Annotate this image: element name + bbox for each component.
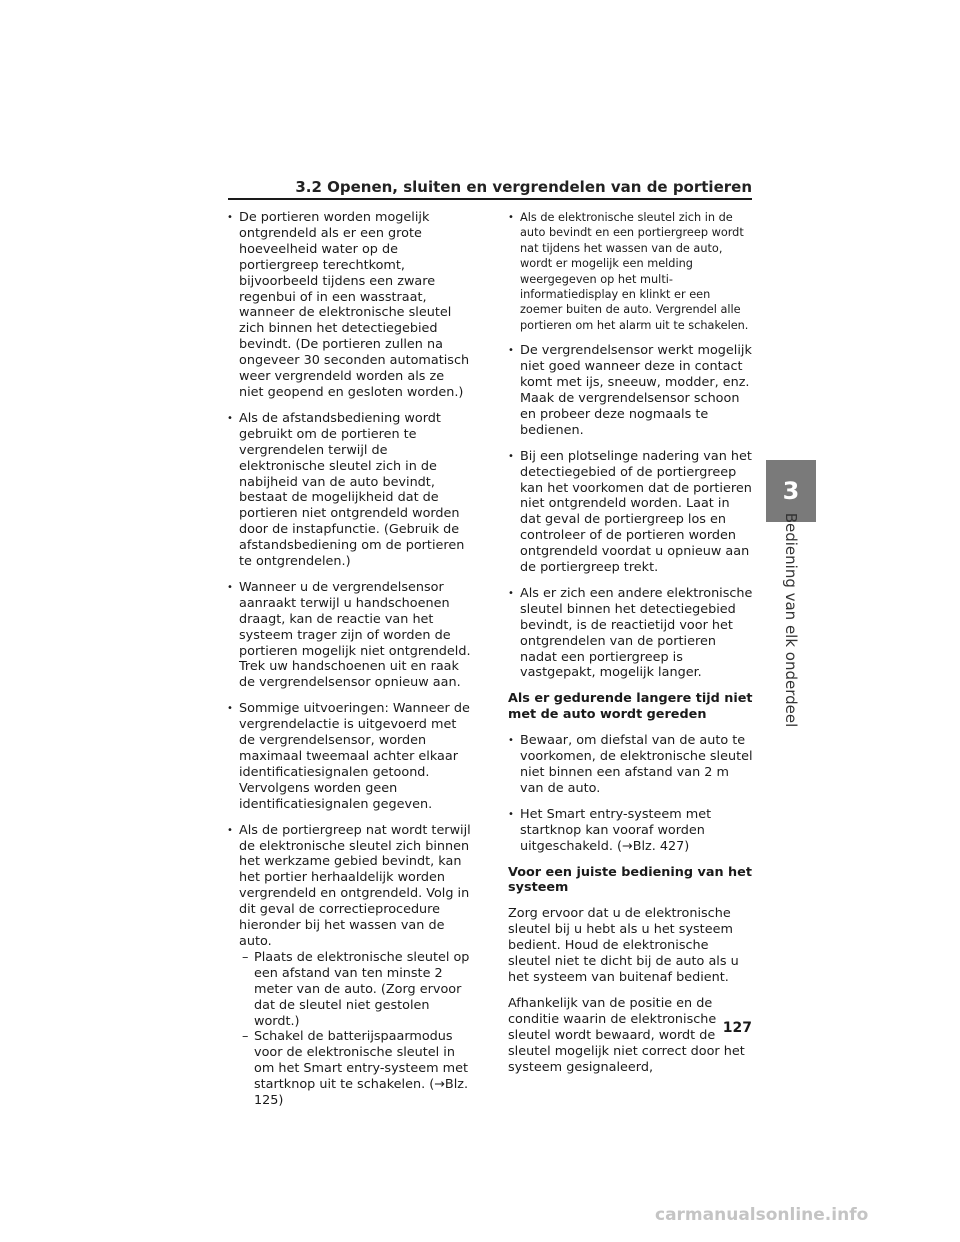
list-item: • Als de elektronische sleutel zich in de auto bevindt en een portiergreep wordt nat tijdens het wassen van de auto, wordt er mogelijk een melding weergegeven op het multi-informatiedisplay en klinkt er een zoemer buiten de auto. Vergrendel alle portieren om het alarm uit te schakelen. (508, 210, 753, 333)
list-item: • Sommige uitvoeringen: Wanneer de vergrendelactie is uitgevoerd met de vergrendelsensor, worden maximaal tweemaal achter elkaar identificatiesignalen getoond. Vervolgens worden geen identificatiesignalen gegeven. (227, 701, 472, 812)
list-item: • De portieren worden mogelijk ontgrendeld als er een grote hoeveelheid water op de portiergreep terechtkomt, bijvoorbeeld tijdens een zware regenbui of in een wasstraat, wanneer de elektronische sleutel zich binnen het detectiegebied bevindt. (De portieren zullen na ongeveer 30 seconden automatisch weer vergrendeld worden als ze niet geopend en gesloten worden.) (227, 210, 472, 401)
list-item: • Als de portiergreep nat wordt terwijl de elektronische sleutel zich binnen het werkzame gebied bevindt, kan het portier herhaaldelijk worden vergrendeld en ontgrendeld. Volg in dit geval de correctieprocedure hieronder bij het wassen van de auto. (227, 823, 472, 950)
list-item: • Als er zich een andere elektronische sleutel binnen het detectiegebied bevindt, is de reactietijd voor het ontgrendelen van de portieren nadat een portiergreep is vastgepakt, mogelijk langer. (508, 586, 753, 681)
list-item: • Bij een plotselinge nadering van het detectiegebied of de portiergreep kan het voorkomen dat de portieren niet ontgrendeld worden. Laat in dat geval de portiergreep los en controleer of de portieren worden ontgrendeld voordat u opnieuw aan de portiergreep trekt. (508, 449, 753, 576)
watermark: carmanualsonline.info (655, 1205, 869, 1225)
paragraph: Afhankelijk van de positie en de conditie waarin de elektronische sleutel wordt bewaard, wordt de sleutel mogelijk niet correct door het systeem gesignaleerd, (508, 995, 745, 1075)
list-item: • Bewaar, om diefstal van de auto te voorkomen, de elektronische sleutel niet binnen een afstand van 2 m van de auto. (508, 733, 753, 797)
subheading: Als er gedurende langere tijd niet met de auto wordt gereden (508, 691, 753, 723)
section-header: 3.2 Openen, sluiten en vergrendelen van de portieren (295, 178, 752, 196)
sub-list-item: – Schakel de batterijspaarmodus voor de elektronische sleutel in om het Smart entry-systeem met startknop uit te schakelen. (→Blz. 125) (227, 1029, 472, 1109)
list-item: • De vergrendelsensor werkt mogelijk niet goed wanneer deze in contact komt met ijs, sneeuw, modder, enz. Maak de vergrendelsensor schoon en probeer deze nogmaals te bedienen. (508, 343, 753, 438)
list-item: • Als de afstandsbediening wordt gebruikt om de portieren te vergrendelen terwijl de elektronische sleutel zich in de nabijheid van de auto bevindt, bestaat de mogelijkheid dat de portieren niet ontgrendeld worden door de instapfunctie. (Gebruik de afstandsbediening om de portieren te ontgrendelen.) (227, 411, 472, 570)
right-column (508, 210, 753, 1085)
left-column (227, 210, 472, 1109)
paragraph: Zorg ervoor dat u de elektronische sleutel bij u hebt als u het systeem bedient. Houd de elektronische sleutel niet te dicht bij de auto als u het systeem van buitenaf bedient. (508, 906, 739, 985)
chapter-number: 3 (782, 477, 800, 505)
list-item: • Wanneer u de vergrendelsensor aanraakt terwijl u handschoenen draagt, kan de reactie van het systeem trager zijn of worden de portieren mogelijk niet ontgrendeld. Trek uw handschoenen uit en raak de vergrendelsensor opnieuw aan. (227, 580, 472, 691)
list-item: • Het Smart entry-systeem met startknop kan vooraf worden uitgeschakeld. (→Blz. 427) (508, 807, 753, 855)
subheading: Voor een juiste bediening van het systeem (508, 864, 752, 896)
page-number: 127 (722, 1020, 752, 1036)
sub-list-item: – Plaats de elektronische sleutel op een afstand van ten minste 2 meter van de auto. (Zorg ervoor dat de sleutel niet gestolen wordt.) (227, 950, 472, 1030)
header-rule (228, 198, 752, 200)
chapter-label: Bediening van elk onderdeel (782, 512, 800, 728)
